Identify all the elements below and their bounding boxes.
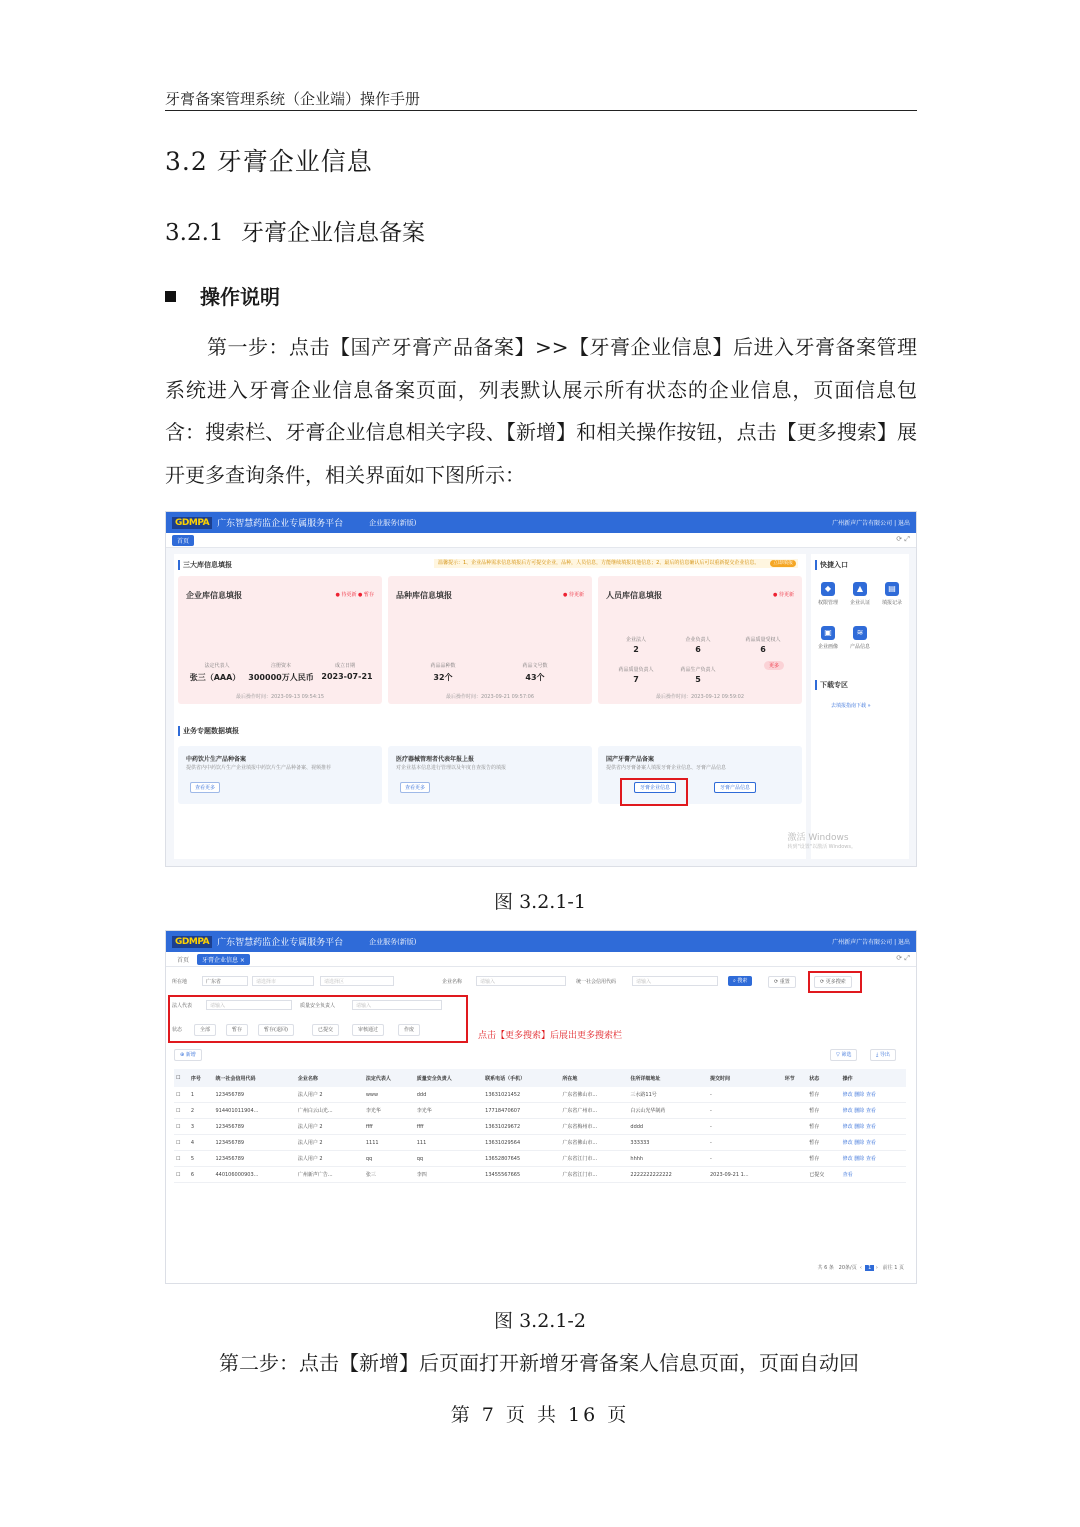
refresh-icon[interactable]: ⟳ ⤢ <box>896 535 910 543</box>
table-cell: ffff <box>364 1119 415 1135</box>
card-value: 2 <box>633 645 639 654</box>
topic-card-device <box>388 746 592 804</box>
table-cell: 广东省江门市... <box>560 1167 628 1183</box>
row-checkbox[interactable]: ☐ <box>174 1135 189 1151</box>
tab-home[interactable]: 首页 <box>177 956 190 964</box>
card-label: 药品文号数 <box>522 663 548 669</box>
windows-watermark <box>787 830 856 850</box>
step-two-paragraph: 第二步：点击【新增】后页面打开新增牙膏备案人信息页面，页面自动回 <box>219 1351 859 1375</box>
legal-label: 法人代表 <box>172 1003 193 1009</box>
platform-title: 广东智慧药监企业专属服务平台 <box>217 519 344 529</box>
filter-button[interactable]: ▽ 筛选 <box>830 1049 857 1061</box>
table-cell: 6 <box>189 1167 214 1183</box>
column-header: 住所详细地址 <box>628 1069 708 1087</box>
tab-home[interactable]: 首页 <box>172 535 194 546</box>
download-link[interactable]: 去填报指南下载 » <box>831 703 871 709</box>
row-checkbox[interactable]: ☐ <box>174 1103 189 1119</box>
row-actions[interactable]: 修改 删除 查看 <box>841 1103 906 1119</box>
table-cell: 1 <box>189 1087 214 1103</box>
filter-label: 筛选 <box>841 1052 852 1058</box>
platform-topbar <box>166 512 916 533</box>
document-icon: ▤ <box>885 582 899 596</box>
table-cell: 广州新声广告... <box>296 1167 364 1183</box>
card-title: 企业库信息填报 <box>186 591 242 600</box>
tab-bar <box>166 952 916 967</box>
card-status: ● 待更新 ● 暂存 <box>335 592 374 598</box>
table-cell: 广东省江门市... <box>560 1151 628 1167</box>
table-header-row <box>174 1069 906 1087</box>
credit-label: 统一社会信用代码 <box>576 979 617 985</box>
more-search-button[interactable]: ⟳ 更多搜索 <box>814 976 852 988</box>
card-label: 成立日期 <box>334 663 355 669</box>
row-actions[interactable]: 修改 删除 查看 <box>841 1151 906 1167</box>
figure-1-caption: 图 3.2.1-1 <box>494 891 586 913</box>
table-cell <box>783 1087 808 1103</box>
running-header: 牙膏备案管理系统（企业端）操作手册 <box>165 90 421 108</box>
platform-topbar <box>166 931 916 952</box>
table-cell: 13631021452 <box>483 1087 560 1103</box>
reset-button[interactable]: ⟳ 重置 <box>768 976 796 988</box>
step-one-paragraph: 第一步：点击【国产牙膏产品备案】>>【牙膏企业信息】后进入牙膏备案管理系统进入牙膏企业信息备案页面，列表默认展示所有状态的企业信息，页面信息包含：搜索栏、牙膏企业信息相关字段、【新增】和相关操作按钮，点击【更多搜索】展开更多查询条件，相关界面如下图所示： <box>165 335 917 487</box>
table-cell: 三水路11号 <box>628 1087 708 1103</box>
card-label: 药品质量负责人 <box>618 667 654 673</box>
table-cell: 13455567665 <box>483 1167 560 1183</box>
column-header: 序号 <box>189 1069 214 1087</box>
tab-bar <box>166 533 916 548</box>
card-value: 32个 <box>433 673 453 682</box>
card-label: 企业负责人 <box>685 637 711 643</box>
refresh-icon[interactable]: ⟳ ⤢ <box>896 954 910 962</box>
card-value: 5 <box>695 675 701 684</box>
quick-profile[interactable] <box>813 626 843 650</box>
quick-label: 产品信息 <box>849 644 870 650</box>
status-draft[interactable]: 暂存 <box>226 1024 248 1036</box>
export-button[interactable]: ⤓ 导出 <box>870 1049 896 1061</box>
product-info-card[interactable] <box>388 576 592 704</box>
table-cell <box>783 1167 808 1183</box>
download-title: 下载专区 <box>815 680 848 690</box>
more-button[interactable]: 更多 <box>764 661 784 670</box>
topic-desc: 提供省内牙膏备案人填报牙膏企业信息、牙膏产品信息 <box>606 765 727 771</box>
row-actions[interactable]: 修改 删除 查看 <box>841 1119 906 1135</box>
table-cell: 李四 <box>415 1167 483 1183</box>
page-footer: 第 7 页 共 16 页 <box>450 1404 630 1426</box>
table-row <box>174 1119 906 1135</box>
status-void[interactable]: 作废 <box>398 1024 420 1036</box>
column-header: 操作 <box>841 1069 906 1087</box>
notice-tag[interactable]: 立即填报 <box>770 560 796 567</box>
table-cell: 法人用户 2 <box>296 1087 364 1103</box>
card-title: 人员库信息填报 <box>606 591 662 600</box>
row-actions[interactable]: 查看 <box>841 1167 906 1183</box>
table-cell <box>783 1119 808 1135</box>
more-search-label: 更多搜索 <box>825 979 846 985</box>
table-cell: 李光华 <box>415 1103 483 1119</box>
table-body <box>174 1087 906 1183</box>
highlight-box <box>620 778 688 806</box>
table-cell: - <box>708 1151 783 1167</box>
quick-permission[interactable] <box>813 582 843 606</box>
dashboard-sidebar <box>811 554 909 859</box>
quick-records[interactable] <box>877 582 907 606</box>
table-cell: 123456789 <box>213 1135 295 1151</box>
profile-icon: ▣ <box>821 626 835 640</box>
card-footer: 最后操作时间：2023-09-12 09:59:02 <box>655 694 745 700</box>
watermark-subtext: 转到"设置"以激活 Windows。 <box>787 844 856 850</box>
table-cell <box>783 1151 808 1167</box>
table-cell: 1111 <box>364 1135 415 1151</box>
table-cell: 17718470607 <box>483 1103 560 1119</box>
district-select[interactable]: 请选择区 <box>320 976 394 986</box>
table-cell: 张三 <box>364 1167 415 1183</box>
row-checkbox[interactable]: ☐ <box>174 1151 189 1167</box>
table-cell: 广东省佛山市... <box>560 1087 628 1103</box>
table-cell: 123456789 <box>213 1087 295 1103</box>
province-select[interactable]: 广东省 <box>202 976 248 986</box>
quick-label: 权限管理 <box>817 600 838 606</box>
location-label: 所在地 <box>172 979 188 985</box>
header-rule <box>165 110 917 111</box>
pager-current-page[interactable]: 1 <box>865 1265 874 1271</box>
gdmpa-logo: GDMPA <box>172 517 212 529</box>
table-cell: 暂存 <box>807 1119 840 1135</box>
subsection-title: 牙膏企业信息备案 <box>241 220 425 246</box>
row-actions[interactable]: 修改 删除 查看 <box>841 1087 906 1103</box>
table-cell: 已提交 <box>807 1167 840 1183</box>
topic-desc: 对企业基本信息进行管理以及年度自查报告的填报 <box>396 765 507 771</box>
table-cell <box>783 1135 808 1151</box>
card-label: 注册资本 <box>270 663 291 669</box>
table-cell: 李光华 <box>364 1103 415 1119</box>
table-cell: 440106000903... <box>213 1167 295 1183</box>
card-label: 药品质量受权人 <box>745 637 781 643</box>
column-header: 企业名称 <box>296 1069 364 1087</box>
table-cell: 暂存 <box>807 1087 840 1103</box>
notice-text: 温馨提示：1、企业品种需求信息填报后方可提交企业，品种，人员信息，方能继续填报其他信息；2、最后的信息确认后可以重新提交企业信息。 <box>438 560 760 566</box>
table-cell: 暂存 <box>807 1151 840 1167</box>
card-value: 张三（AAA） <box>189 673 241 682</box>
table-cell: hhhh <box>628 1151 708 1167</box>
table-cell: 5 <box>189 1151 214 1167</box>
view-more-button[interactable]: 查看更多 <box>190 782 220 793</box>
table-cell: - <box>708 1103 783 1119</box>
user-menu[interactable]: 广州新声广告有限公司 | 退出 <box>832 520 910 527</box>
tab-toothpaste-enterprise[interactable]: 牙膏企业信息 × <box>197 954 250 965</box>
personnel-info-card[interactable] <box>598 576 802 704</box>
table-row <box>174 1135 906 1151</box>
module-selector[interactable]: 企业服务(新版) <box>369 518 417 527</box>
quick-entry-title: 快捷入口 <box>815 560 848 570</box>
search-button[interactable]: ⌕ 搜索 <box>728 976 752 986</box>
table-cell: 333333 <box>628 1135 708 1151</box>
table-cell: qq <box>364 1151 415 1167</box>
card-label: 药品生产负责人 <box>680 667 716 673</box>
table-cell: - <box>708 1087 783 1103</box>
topic-title: 国产牙膏产品备案 <box>606 756 655 763</box>
column-header: 联系电话（手机） <box>483 1069 560 1087</box>
row-checkbox[interactable]: ☐ <box>174 1119 189 1135</box>
topic-title: 中药饮片生产品种备案 <box>186 756 247 763</box>
legal-input[interactable]: 请输入 <box>206 1000 292 1010</box>
table-cell: 13631029672 <box>483 1119 560 1135</box>
section-heading: 3.2 牙膏企业信息 <box>165 147 373 176</box>
platform-title: 广东智慧药监企业专属服务平台 <box>217 938 344 948</box>
search-label: 搜索 <box>737 978 748 984</box>
card-label: 药品品种数 <box>430 663 456 669</box>
column-header: 法定代表人 <box>364 1069 415 1087</box>
table-cell: 123456789 <box>213 1119 295 1135</box>
table-cell: 4 <box>189 1135 214 1151</box>
table-cell: 法人用户 2 <box>296 1119 364 1135</box>
quick-certify[interactable] <box>845 582 875 606</box>
card-footer: 最后操作时间：2023-09-21 09:57:06 <box>445 694 535 700</box>
basic-info-section-title: 三大库信息填报 <box>178 560 232 570</box>
topic-section-title: 业务专题数据填报 <box>178 726 239 736</box>
figure-1-screenshot <box>165 511 917 867</box>
table-cell: 13652807645 <box>483 1151 560 1167</box>
table-cell: 广州白云山光... <box>296 1103 364 1119</box>
card-value: 6 <box>695 645 701 654</box>
status-label: 状态 <box>172 1027 183 1033</box>
safety-label: 质量安全负责人 <box>300 1003 336 1009</box>
table-cell: - <box>708 1135 783 1151</box>
quick-label: 企业认证 <box>849 600 870 606</box>
table-cell: 广东省广州市... <box>560 1103 628 1119</box>
figure-2-caption: 图 3.2.1-2 <box>494 1310 586 1332</box>
module-selector[interactable]: 企业服务(新版) <box>369 937 417 946</box>
table-cell: dddd <box>628 1119 708 1135</box>
toothpaste-enterprise-button[interactable]: 牙膏企业信息 <box>634 782 676 793</box>
card-title: 品种库信息填报 <box>396 591 452 600</box>
layers-icon: ≋ <box>853 626 867 640</box>
company-label: 企业名称 <box>442 979 463 985</box>
pagination: 共 6 条 20条/页 ‹ 1 › 前往 1 页 <box>817 1265 904 1271</box>
quick-label: 企业画像 <box>817 644 838 650</box>
row-checkbox[interactable]: ☐ <box>174 1167 189 1183</box>
user-menu[interactable]: 广州新声广告有限公司 | 退出 <box>832 939 910 946</box>
notice-banner <box>434 559 798 568</box>
table-cell: www <box>364 1087 415 1103</box>
bullet-heading <box>165 281 280 310</box>
subsection-number: 3.2.1 <box>165 220 224 246</box>
view-more-button[interactable]: 查看更多 <box>400 782 430 793</box>
status-approved[interactable]: 审核通过 <box>352 1024 384 1036</box>
card-value: 43个 <box>525 673 545 682</box>
pager-total: 共 6 条 <box>817 1265 834 1271</box>
reset-label: 重置 <box>779 979 790 985</box>
status-returned[interactable]: 暂存(退回) <box>258 1024 294 1036</box>
watermark-text: 激活 Windows <box>787 833 849 843</box>
table-cell: 法人用户 2 <box>296 1151 364 1167</box>
annotation-text: 点击【更多搜索】后展出更多搜索栏 <box>478 1031 623 1041</box>
table-cell: - <box>708 1119 783 1135</box>
highlight-box <box>808 971 862 993</box>
table-cell: 13631029564 <box>483 1135 560 1151</box>
table-cell: ddd <box>415 1087 483 1103</box>
card-status: ● 待更新 <box>773 592 794 598</box>
card-value: 300000万人民币 <box>248 673 314 682</box>
figure-2-screenshot <box>165 930 917 1284</box>
square-bullet-icon <box>165 291 176 302</box>
row-actions[interactable]: 修改 删除 查看 <box>841 1135 906 1151</box>
company-input[interactable]: 请输入 <box>476 976 566 986</box>
table-cell: 2023-09-21 1... <box>708 1167 783 1183</box>
safety-input[interactable]: 请输入 <box>352 1000 442 1010</box>
org-icon: ▲ <box>853 582 867 596</box>
card-value: 7 <box>633 675 639 684</box>
table-cell: 广东省梅州市... <box>560 1119 628 1135</box>
add-label: 新增 <box>185 1052 196 1058</box>
table-row <box>174 1087 906 1103</box>
status-all[interactable]: 全部 <box>194 1024 216 1036</box>
card-label: 企业法人 <box>625 637 646 643</box>
table-cell: 法人用户 2 <box>296 1135 364 1151</box>
topic-title: 医疗器械管理者代表年报上报 <box>396 756 475 763</box>
add-button[interactable]: ⊕ 新增 <box>174 1049 202 1061</box>
quick-label: 填报记录 <box>881 600 902 606</box>
card-label: 法定代表人 <box>204 663 230 669</box>
table-cell: 暂存 <box>807 1103 840 1119</box>
table-cell: 123456789 <box>213 1151 295 1167</box>
table-cell: 3 <box>189 1119 214 1135</box>
table-cell: 白云山光华制药 <box>628 1103 708 1119</box>
table-cell: 2222222222222 <box>628 1167 708 1183</box>
card-value: 2023-07-21 <box>321 672 373 681</box>
export-label: 导出 <box>879 1052 890 1058</box>
row-checkbox[interactable]: ☐ <box>174 1087 189 1103</box>
gdmpa-logo: GDMPA <box>172 936 212 948</box>
column-header: 提交时间 <box>708 1069 783 1087</box>
quick-product[interactable] <box>845 626 875 650</box>
column-header: 质量安全负责人 <box>415 1069 483 1087</box>
table-cell: 暂存 <box>807 1135 840 1151</box>
table-cell: 广东省佛山市... <box>560 1135 628 1151</box>
table-cell: 914401011904... <box>213 1103 295 1119</box>
column-header: 环节 <box>783 1069 808 1087</box>
status-submitted[interactable]: 已提交 <box>312 1024 339 1036</box>
topic-card-herbal <box>178 746 382 804</box>
column-header: 所在地 <box>560 1069 628 1087</box>
table-row <box>174 1151 906 1167</box>
enterprise-info-card[interactable] <box>178 576 382 704</box>
card-footer: 最后操作时间：2023-09-13 09:54:15 <box>235 694 325 700</box>
card-status: ● 待更新 <box>563 592 584 598</box>
shield-icon: ◆ <box>821 582 835 596</box>
page-size-select[interactable]: 20条/页 <box>838 1265 857 1271</box>
table-cell: qq <box>415 1151 483 1167</box>
city-select[interactable]: 请选择市 <box>252 976 314 986</box>
column-header: 统一社会信用代码 <box>213 1069 295 1087</box>
table-cell: ffff <box>415 1119 483 1135</box>
table-cell <box>783 1103 808 1119</box>
column-header: 状态 <box>807 1069 840 1087</box>
topic-desc: 提供省内中药饮片生产企业填报中药饮片生产品种备案、视频推荐 <box>186 765 332 771</box>
subsection-heading <box>165 214 425 247</box>
toothpaste-product-button[interactable]: 牙膏产品信息 <box>714 782 756 793</box>
card-value: 6 <box>760 645 766 654</box>
enterprise-table <box>174 1069 906 1183</box>
bullet-heading-text: 操作说明 <box>200 285 280 309</box>
table-row <box>174 1167 906 1183</box>
credit-input[interactable]: 请输入 <box>632 976 718 986</box>
dashboard-main <box>174 554 806 859</box>
table-cell: 111 <box>415 1135 483 1151</box>
select-all-checkbox[interactable]: ☐ <box>174 1069 189 1087</box>
table-row <box>174 1103 906 1119</box>
pager-goto[interactable]: 前往 1 页 <box>882 1265 904 1271</box>
table-cell: 2 <box>189 1103 214 1119</box>
